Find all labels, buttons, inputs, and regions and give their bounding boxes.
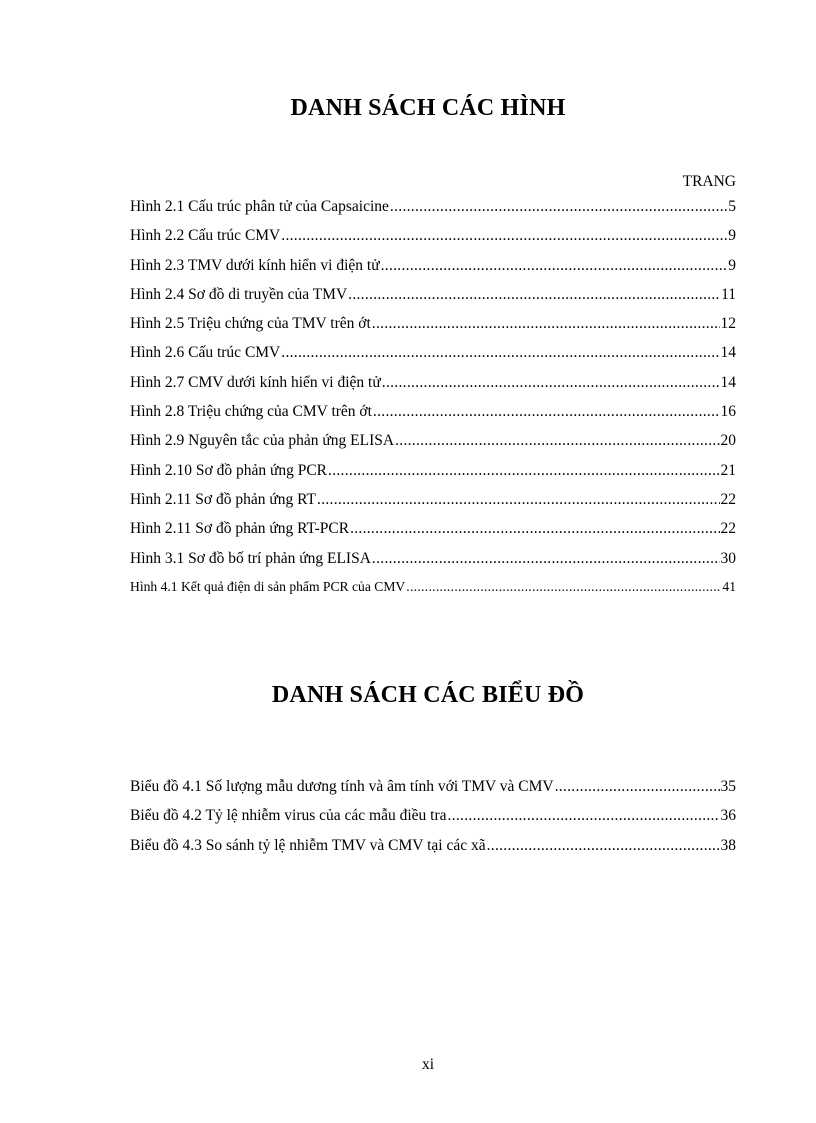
toc-entry-page: 12 xyxy=(720,315,736,333)
toc-entry-page: 30 xyxy=(720,549,736,567)
toc-entry[interactable] xyxy=(130,520,736,549)
toc-entry[interactable] xyxy=(130,374,736,403)
toc-entry-page: 22 xyxy=(720,520,736,538)
toc-entry-title: Hình 2.8 Triệu chứng của CMV trên ớt xyxy=(130,403,372,421)
dot-leader xyxy=(382,374,720,392)
dot-leader xyxy=(395,432,719,450)
toc-entry-page: 14 xyxy=(720,344,736,362)
list-of-charts-heading: DANH SÁCH CÁC BIỂU ĐỒ xyxy=(271,682,585,708)
toc-entry-title: Biểu đồ 4.2 Tỷ lệ nhiễm virus của các mẫu điều tra xyxy=(130,807,447,825)
list-of-figures-heading: DANH SÁCH CÁC HÌNH xyxy=(290,95,566,121)
toc-entry[interactable] xyxy=(130,257,736,286)
page-column-label: TRANG xyxy=(682,173,736,190)
dot-leader xyxy=(328,462,719,480)
list-of-figures xyxy=(130,198,736,608)
toc-entry-page: 21 xyxy=(720,461,736,479)
list-of-charts xyxy=(130,778,736,866)
dot-leader xyxy=(373,403,720,421)
toc-entry-page: 36 xyxy=(720,807,736,825)
toc-entry-title: Biểu đồ 4.3 So sánh tỷ lệ nhiễm TMV và CMV tại các xã xyxy=(130,836,486,854)
toc-entry[interactable] xyxy=(130,286,736,315)
toc-entry[interactable] xyxy=(130,315,736,344)
toc-entry-title: Hình 2.1 Cấu trúc phân tử của Capsaicine xyxy=(130,198,389,215)
toc-entry[interactable] xyxy=(130,579,736,608)
toc-entry[interactable] xyxy=(130,432,736,461)
toc-entry-title: Biểu đồ 4.1 Số lượng mẫu dương tính và âm tính với TMV và CMV xyxy=(130,778,554,795)
toc-entry[interactable] xyxy=(130,198,736,227)
toc-entry-title: Hình 4.1 Kết quả điện di sản phẩm PCR của CMV xyxy=(130,578,406,594)
dot-leader xyxy=(372,550,720,568)
toc-entry-title: Hình 2.5 Triệu chứng của TMV trên ớt xyxy=(130,315,371,333)
dot-leader xyxy=(555,778,720,796)
toc-entry[interactable] xyxy=(130,550,736,579)
toc-entry-title: Hình 3.1 Sơ đồ bố trí phản ứng ELISA xyxy=(130,549,371,567)
page-number: xi xyxy=(421,1056,435,1073)
toc-entry-title: Hình 2.2 Cấu trúc CMV xyxy=(130,227,281,245)
toc-entry-page: 14 xyxy=(720,373,736,391)
dot-leader xyxy=(381,257,728,275)
toc-entry[interactable] xyxy=(130,462,736,491)
toc-entry-title: Hình 2.9 Nguyên tắc của phản ứng ELISA xyxy=(130,432,395,450)
dot-leader xyxy=(348,286,720,304)
toc-entry-page: 9 xyxy=(728,256,736,274)
toc-entry[interactable] xyxy=(130,807,736,836)
toc-entry-title: Hình 2.7 CMV dưới kính hiển vi điện tử xyxy=(130,373,381,391)
toc-entry-page: 22 xyxy=(720,490,736,508)
toc-entry[interactable] xyxy=(130,227,736,256)
toc-entry-page: 9 xyxy=(728,227,736,245)
toc-entry[interactable] xyxy=(130,778,736,807)
toc-entry[interactable] xyxy=(130,837,736,866)
toc-entry-page: 35 xyxy=(720,778,736,795)
toc-entry-title: Hình 2.11 Sơ đồ phản ứng RT-PCR xyxy=(130,520,350,538)
dot-leader xyxy=(487,837,720,855)
toc-entry[interactable] xyxy=(130,344,736,373)
dot-leader xyxy=(390,198,727,216)
dot-leader xyxy=(281,227,727,245)
toc-entry-title: Hình 2.3 TMV dưới kính hiển vi điện tử xyxy=(130,256,380,274)
toc-entry-title: Hình 2.11 Sơ đồ phản ứng RT xyxy=(130,490,317,508)
toc-entry-title: Hình 2.6 Cấu trúc CMV xyxy=(130,344,281,362)
toc-entry-page: 16 xyxy=(720,403,736,421)
dot-leader xyxy=(372,315,720,333)
dot-leader xyxy=(406,579,721,595)
toc-entry-page: 41 xyxy=(722,578,736,594)
toc-entry-page: 38 xyxy=(720,836,736,854)
dot-leader xyxy=(281,344,719,362)
toc-entry[interactable] xyxy=(130,403,736,432)
toc-entry-title: Hình 2.10 Sơ đồ phản ứng PCR xyxy=(130,461,328,479)
toc-entry-page: 5 xyxy=(728,198,736,215)
toc-entry-page: 20 xyxy=(720,432,736,450)
dot-leader xyxy=(350,520,719,538)
toc-entry-title: Hình 2.4 Sơ đồ di truyền của TMV xyxy=(130,285,348,303)
toc-entry-page: 11 xyxy=(721,285,736,303)
toc-entry[interactable] xyxy=(130,491,736,520)
dot-leader xyxy=(448,807,720,825)
dot-leader xyxy=(317,491,719,509)
